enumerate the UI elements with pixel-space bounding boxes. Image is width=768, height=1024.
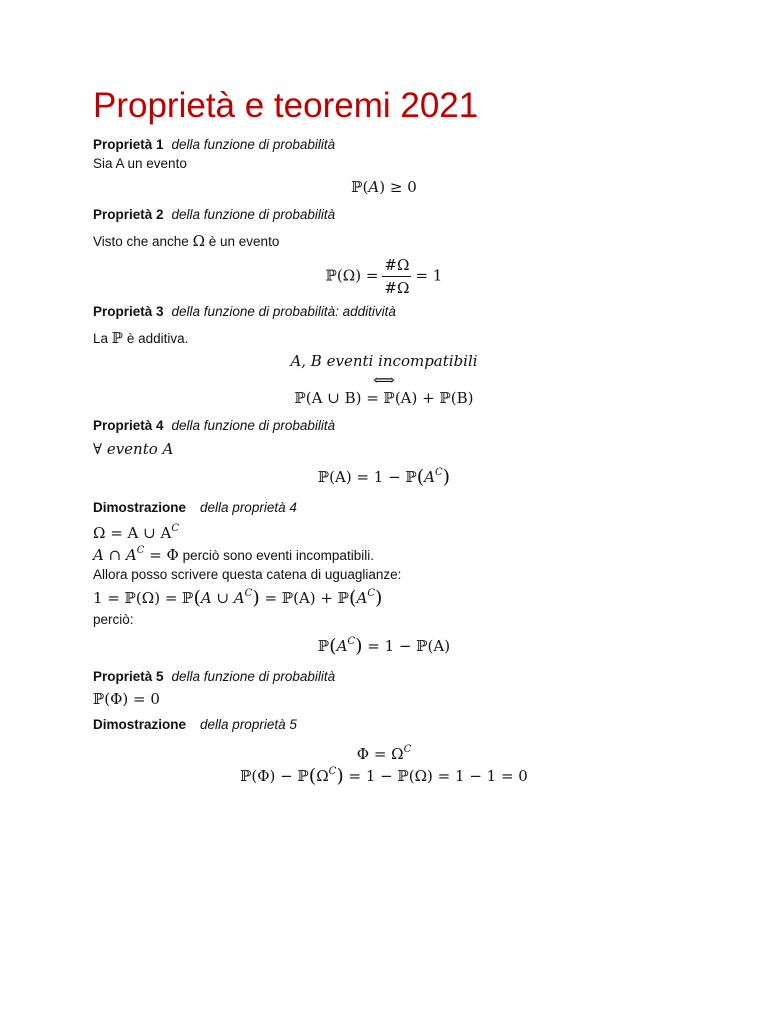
property-label: Proprietà 5 (93, 669, 164, 684)
property-3-heading (93, 304, 396, 319)
formula-part: ) ≥ 0 (379, 178, 417, 196)
formula-part: A ∩ A (93, 546, 137, 564)
formula-lhs: ℙ(Ω) = (325, 266, 379, 285)
property-label: Proprietà 1 (93, 137, 164, 152)
property-1-text: Sia A un evento (93, 156, 187, 171)
formula-part: Φ = Ω (356, 745, 404, 763)
fraction-denominator: #Ω (384, 279, 410, 297)
property-subtitle: della funzione di probabilità (171, 669, 336, 684)
text-part: Visto che anche (93, 234, 193, 249)
probability-symbol: ℙ (111, 329, 124, 347)
proof-label: Dimostrazione (93, 500, 187, 515)
property-subtitle: della funzione di probabilità (171, 418, 336, 433)
formula-part: ℙ (317, 637, 330, 655)
formula-part: A ∪ A (200, 589, 245, 607)
property-2-heading (93, 207, 335, 222)
complement-sup: C (347, 636, 356, 647)
formula-part: ℙ(Φ) − ℙ (240, 767, 309, 785)
text-part: è un evento (205, 234, 280, 249)
formula-part: = ℙ(A) + ℙ (259, 589, 350, 607)
property-1-formula (0, 178, 768, 196)
property-4-heading (93, 418, 335, 433)
formula-part: ℙ(A) = 1 − ℙ (317, 468, 417, 486)
property-3-condition: A, B eventi incompatibili (290, 352, 478, 370)
formula-rhs: = 1 (415, 266, 443, 285)
property-5-heading (93, 669, 335, 684)
proof-subtitle: della proprietà 4 (200, 500, 297, 515)
proof-4-line-2 (93, 545, 374, 565)
property-subtitle: della funzione di probabilità: additività (171, 304, 396, 319)
formula-part: = Φ (144, 546, 179, 564)
proof-4-heading (93, 500, 297, 515)
property-1-heading (93, 137, 335, 152)
complement-sup: C (171, 523, 179, 534)
formula-part: Ω = A ∪ A (93, 524, 172, 542)
property-4-formula: ℙ(A) = $1 - ℙ(A^C)$ (317, 466, 451, 488)
property-4-forall: ∀ evento A (93, 440, 174, 458)
proof-5-formula-1 (0, 744, 768, 763)
fraction-numerator: #Ω (382, 256, 411, 277)
formula-part: = 1 − ℙ(A) (362, 637, 451, 655)
formula-part: ℙ( (351, 178, 369, 196)
formula-part: 1 = ℙ(Ω) = ℙ (93, 589, 194, 607)
complement-sup: C (136, 545, 145, 556)
complement-sup: C (435, 467, 443, 478)
formula-var: A (336, 637, 348, 655)
formula-part: Ω (316, 767, 329, 785)
proof-4-formula: $ℙ(A^C) = 1$ − ℙ(A) (317, 635, 451, 657)
property-subtitle: della funzione di probabilità (171, 207, 336, 222)
proof-4-line-4: 1 = ℙ(Ω) = ℙ(A ∪ $A^C$) = ℙ(A) + $ℙ(A^C)$ (93, 587, 383, 609)
formula-var: A (424, 468, 436, 486)
complement-sup: C (244, 588, 253, 599)
proof-4-line-5: perciò: (93, 612, 134, 627)
proof-label: Dimostrazione (93, 717, 187, 732)
complement-sup: C (328, 766, 337, 777)
property-2-formula (0, 256, 768, 297)
formula-var: A (368, 178, 380, 196)
property-subtitle: della funzione di probabilità (171, 137, 336, 152)
proof-4-line-3: Allora posso scrivere questa catena di uguaglianze: (93, 567, 402, 582)
complement-sup: C (403, 744, 412, 755)
iff-symbol: ⟺ (373, 371, 395, 389)
formula-var: A (356, 589, 368, 607)
text-part: perciò sono eventi incompatibili. (178, 548, 374, 563)
complement-sup: C (367, 588, 375, 599)
proof-5-heading (93, 717, 297, 732)
proof-5-formula-2: ℙ(Φ) − $ℙ(\Omega^C) = 1$ − ℙ(Ω) = 1 − 1 = 0 (240, 765, 528, 787)
property-3-text (93, 329, 188, 347)
fraction (382, 256, 411, 297)
property-3-formula: ℙ(A ∪ B) = ℙ(A) + ℙ(B) (294, 389, 474, 407)
omega-symbol: Ω (192, 232, 206, 250)
page-title: Proprietà e teoremi 2021 (93, 86, 479, 125)
proof-4-line-1 (93, 523, 179, 542)
property-5-formula: ℙ(Φ) = 0 (93, 690, 160, 708)
proof-subtitle: della proprietà 5 (200, 717, 297, 732)
formula-part: = 1 − ℙ(Ω) = 1 − 1 = 0 (343, 767, 528, 785)
property-label: Proprietà 4 (93, 418, 164, 433)
property-label: Proprietà 2 (93, 207, 164, 222)
property-2-text (93, 232, 279, 250)
text-part: è additiva. (123, 331, 189, 346)
property-label: Proprietà 3 (93, 304, 164, 319)
text-part: La (93, 331, 112, 346)
